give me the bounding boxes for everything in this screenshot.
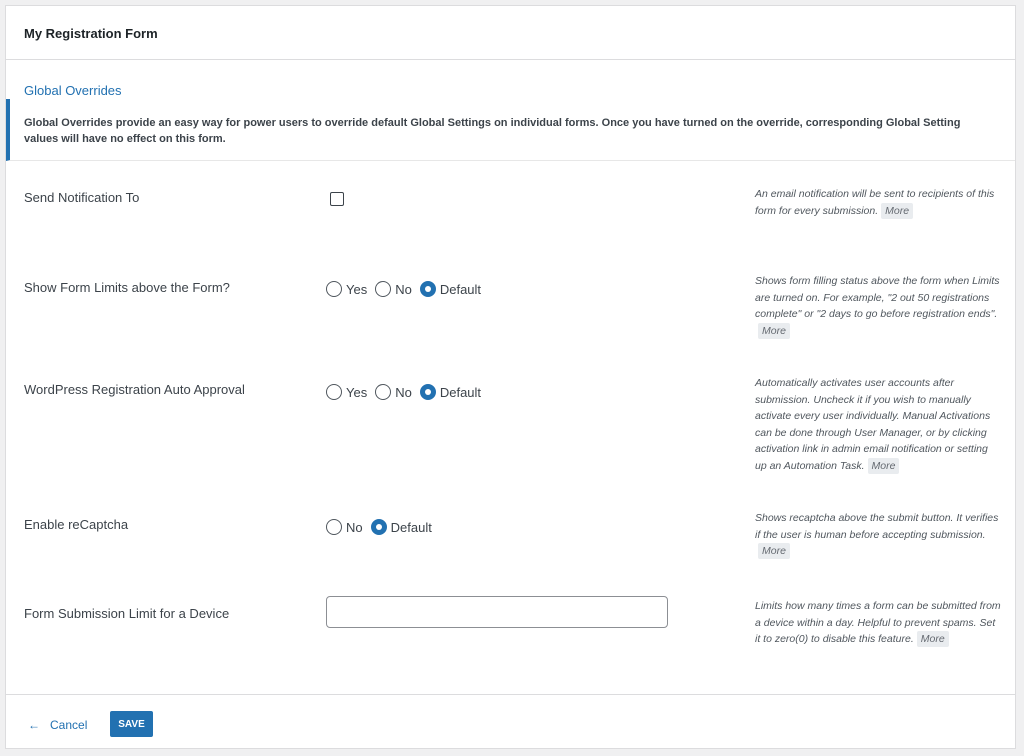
radio-label: Default [439, 384, 482, 400]
radio-label: Default [439, 281, 482, 297]
setting-help [755, 510, 1001, 560]
page-title: My Registration Form [24, 26, 158, 41]
cancel-label: Cancel [50, 718, 88, 732]
radio-option-no[interactable] [375, 281, 412, 297]
radio-option-default[interactable] [420, 281, 481, 297]
cancel-link[interactable] [28, 718, 87, 732]
setting-label: WordPress Registration Auto Approval [24, 382, 245, 397]
section-title: Global Overrides [24, 83, 122, 98]
setting-help [755, 375, 1001, 474]
more-link[interactable]: More [758, 323, 790, 339]
setting-help [755, 598, 1001, 648]
help-text: Limits how many times a form can be submitted from a device within a day. Helpful to prevent spams. Set it to zero(0) to disable this feature. [755, 600, 1001, 645]
setting-label: Form Submission Limit for a Device [24, 606, 230, 621]
recaptcha-radio-group [326, 519, 440, 535]
radio-option-yes[interactable] [326, 281, 367, 297]
form-footer [6, 694, 1015, 748]
radio-label: No [346, 519, 363, 535]
radio-button[interactable] [326, 519, 342, 535]
radio-button[interactable] [375, 384, 391, 400]
radio-label: Yes [346, 384, 368, 400]
setting-label: Enable reCaptcha [24, 517, 129, 532]
card-header [6, 6, 1015, 60]
radio-option-default[interactable] [420, 384, 481, 400]
radio-button[interactable] [375, 281, 391, 297]
setting-label: Show Form Limits above the Form? [24, 280, 230, 295]
help-text: An email notification will be sent to recipients of this form for every submission. [755, 188, 995, 217]
arrow-left-icon: ← [28, 718, 40, 732]
radio-option-no[interactable] [375, 384, 412, 400]
help-text: Automatically activates user accounts after submission. Uncheck it if you wish to manually activate every user individually. Manual Activations can be done through User Manager, or by clicking activation link in admin email notification or setting up an Automation Task. [755, 377, 991, 472]
radio-button-selected[interactable] [371, 519, 387, 535]
radio-label: No [395, 281, 412, 297]
radio-option-no[interactable] [326, 519, 363, 535]
submission-limit-input[interactable] [326, 596, 668, 628]
form-limits-radio-group [326, 281, 489, 297]
radio-button-selected[interactable] [420, 384, 436, 400]
radio-option-yes[interactable] [326, 384, 367, 400]
radio-button[interactable] [326, 281, 342, 297]
radio-button[interactable] [326, 384, 342, 400]
save-button[interactable]: SAVE [110, 711, 153, 737]
more-link[interactable]: More [917, 631, 949, 647]
setting-help [755, 186, 1001, 219]
send-notification-control [330, 192, 344, 206]
help-text: Shows recaptcha above the submit button. It verifies if the user is human before accepting submission. [755, 512, 999, 541]
radio-button-selected[interactable] [420, 281, 436, 297]
auto-approval-radio-group [326, 384, 489, 400]
settings-card [5, 5, 1016, 749]
more-link[interactable]: More [881, 203, 913, 219]
radio-label: Default [390, 519, 432, 535]
more-link[interactable]: More [758, 543, 790, 559]
submission-limit-control [326, 596, 668, 628]
more-link[interactable]: More [868, 458, 900, 474]
setting-help [755, 273, 1001, 339]
help-text: Shows form filling status above the form when Limits are turned on. For example, "2 out 50 registrations complete" or "2 days to go before registration ends". [755, 275, 1000, 320]
radio-label: No [395, 384, 412, 400]
setting-label: Send Notification To [24, 190, 140, 205]
send-notification-checkbox[interactable] [330, 192, 344, 206]
radio-label: Yes [346, 281, 368, 297]
info-notice: Global Overrides provide an easy way for power users to override default Global Settings on individual forms. Once you have turned on the override, corresponding Global Setting values will have no effect on this form. [6, 99, 1015, 161]
radio-option-default[interactable] [371, 519, 432, 535]
